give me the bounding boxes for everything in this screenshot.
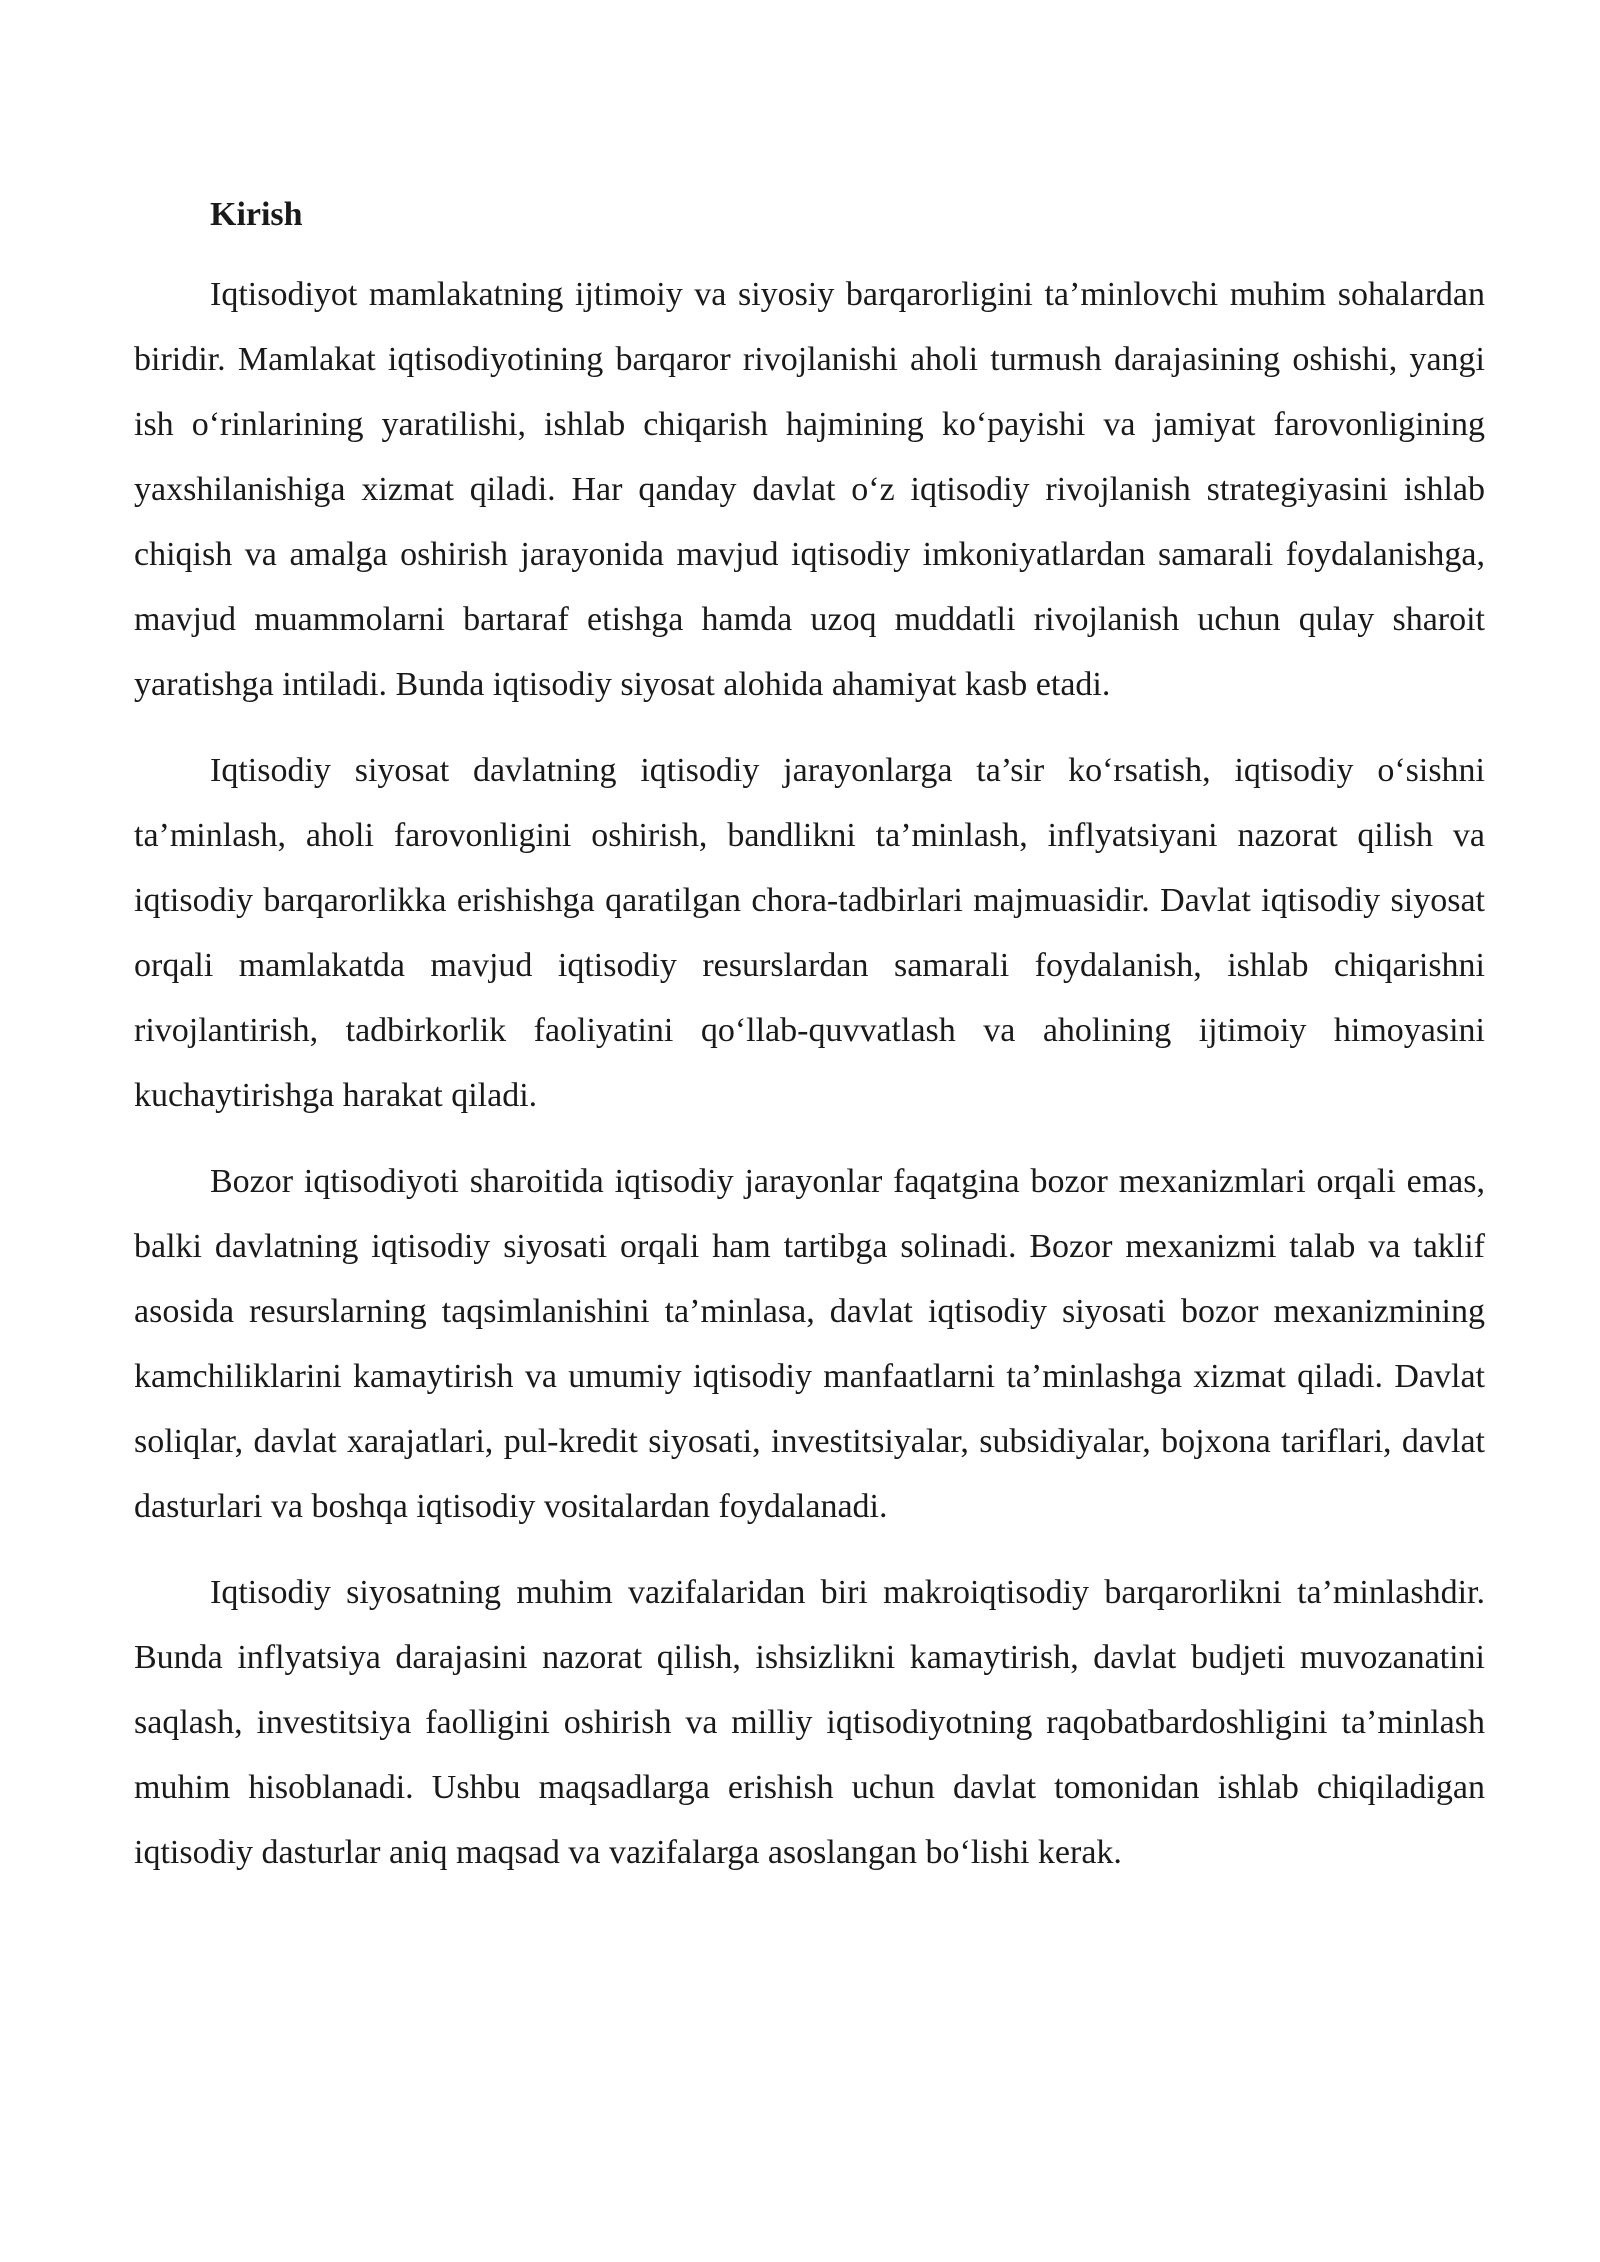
paragraph-4: Iqtisodiy siyosatning muhim vazifalaridan biri makroiqtisodiy barqarorlikni ta’minlashdir. Bunda inflyatsiya darajasini nazorat qilish, ishsizlikni kamaytirish, davlat budjeti muvozanatini saqlash, investitsiya faolligini oshirish va milliy iqtisodiyotning raqobatbardoshligini ta’minlash muhim hisoblanadi. Ushbu maqsadlarga erishish uchun davlat tomonidan ishlab chiqiladigan iqtisodiy dasturlar aniq maqsad va vazifalarga asoslangan bo‘lishi kerak. — [134, 1574, 1485, 1871]
paragraph-1: Iqtisodiyot mamlakatning ijtimoiy va siyosiy barqarorligini ta’minlovchi muhim sohalardan biridir. Mamlakat iqtisodiyotining barqaror rivojlanishi aholi turmush darajasining oshishi, yangi ish o‘rinlarining yaratilishi, ishlab chiqarish hajmining ko‘payishi va jamiyat farovonligining yaxshilanishiga xizmat qiladi. Har qanday davlat o‘z iqtisodiy rivojlanish strategiyasini ishlab chiqish va amalga oshirish jarayonida mavjud iqtisodiy imkoniyatlardan samarali foydalanishga, mavjud muammolarni bartaraf etishga hamda uzoq muddatli rivojlanish uchun qulay sharoit yaratishga intiladi. Bunda iqtisodiy siyosat alohida ahamiyat kasb etadi. — [134, 276, 1485, 703]
section-heading: Kirish — [210, 196, 303, 233]
document-body — [134, 190, 1485, 1906]
paragraph-3: Bozor iqtisodiyoti sharoitida iqtisodiy jarayonlar faqatgina bozor mexanizmlari orqali emas, balki davlatning iqtisodiy siyosati orqali ham tartibga solinadi. Bozor mexanizmi talab va taklif asosida resurslarning taqsimlanishini ta’minlasa, davlat iqtisodiy siyosati bozor mexanizmining kamchiliklarini kamaytirish va umumiy iqtisodiy manfaatlarni ta’minlashga xizmat qiladi. Davlat soliqlar, davlat xarajatlari, pul-kredit siyosati, investitsiyalar, subsidiyalar, bojxona tariflari, davlat dasturlari va boshqa iqtisodiy vositalardan foydalanadi. — [134, 1163, 1485, 1525]
paragraph-2: Iqtisodiy siyosat davlatning iqtisodiy jarayonlarga ta’sir ko‘rsatish, iqtisodiy o‘sishni ta’minlash, aholi farovonligini oshirish, bandlikni ta’minlash, inflyatsiyani nazorat qilish va iqtisodiy barqarorlikka erishishga qaratilgan chora-tadbirlari majmuasidir. Davlat iqtisodiy siyosat orqali mamlakatda mavjud iqtisodiy resurslardan samarali foydalanish, ishlab chiqarishni rivojlantirish, tadbirkorlik faoliyatini qo‘llab-quvvatlash va aholining ijtimoiy himoyasini kuchaytirishga harakat qiladi. — [134, 752, 1485, 1114]
